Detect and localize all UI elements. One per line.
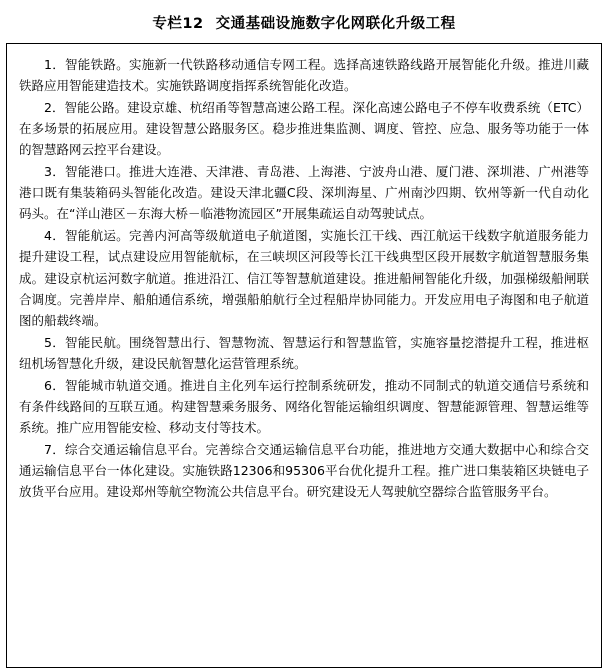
page-title: [0, 0, 608, 43]
paragraph-1: 1．智能铁路。实施新一代铁路移动通信专网工程。选择高速铁路线路开展智能化升级。推进川藏铁路应用智能建造技术。实施铁路调度指挥系统智能化改造。: [19, 57, 589, 94]
paragraph-7: 7．综合交通运输信息平台。完善综合交通运输信息平台功能，推进地方交通大数据中心和综合交通运输信息平台一体化建设。实施铁路12306和95306平台优化提升工程。推广进口集装箱区块链电子放货平台应用。建设郑州等航空物流公共信息平台。研究建设无人驾驶航空器综合监管服务平台。: [19, 441, 589, 500]
page-title-text: 交通基础设施数字化网联化升级工程: [215, 16, 456, 32]
paragraph-2: 2．智能公路。建设京雄、杭绍甬等智慧高速公路工程。深化高速公路电子不停车收费系统（ETC）在多场景的拓展应用。建设智慧公路服务区。稳步推进集监测、调度、管控、应急、服务等功能于一体的智慧路网云控平台建设。: [19, 99, 589, 158]
paragraph-4: 4．智能航运。完善内河高等级航道电子航道图，实施长江干线、西江航运干线数字航道服务能力提升建设工程，试点建设应用智能航标，在三峡坝区河段等长江干线典型区段开展数字航道智慧服务集成。建设京杭运河数字航道。推进沿江、信江等智慧航道建设。推进船闸智能化升级，加强梯级船闸联合调度。完善岸岸、船舶通信系统，增强船舶航行全过程船岸协同能力。开发应用电子海图和电子航道图的船载终端。: [19, 228, 589, 328]
page-title-number: 专栏12: [152, 16, 204, 32]
paragraph-6: 6．智能城市轨道交通。推进自主化列车运行控制系统研发，推动不同制式的轨道交通信号系统和有条件线路间的互联互通。构建智慧乘务服务、网络化智能运输组织调度、智慧能源管理、智慧运维等系统。推广应用智能安检、移动支付等技术。: [19, 377, 589, 435]
paragraph-3: 3．智能港口。推进大连港、天津港、青岛港、上海港、宁波舟山港、厦门港、深圳港、广州港等港口既有集装箱码头智能化改造。建设天津北疆C段、深圳海星、广州南沙四期、钦州等新一代自动化码头。在“洋山港区－东海大桥－临港物流园区”开展集疏运自动驾驶试点。: [19, 164, 589, 222]
content-box: [6, 43, 602, 668]
paragraph-5: 5．智能民航。围绕智慧出行、智慧物流、智慧运行和智慧监管，实施容量挖潜提升工程，推进枢纽机场智慧化升级，建设民航智慧化运营管理系统。: [19, 334, 589, 371]
